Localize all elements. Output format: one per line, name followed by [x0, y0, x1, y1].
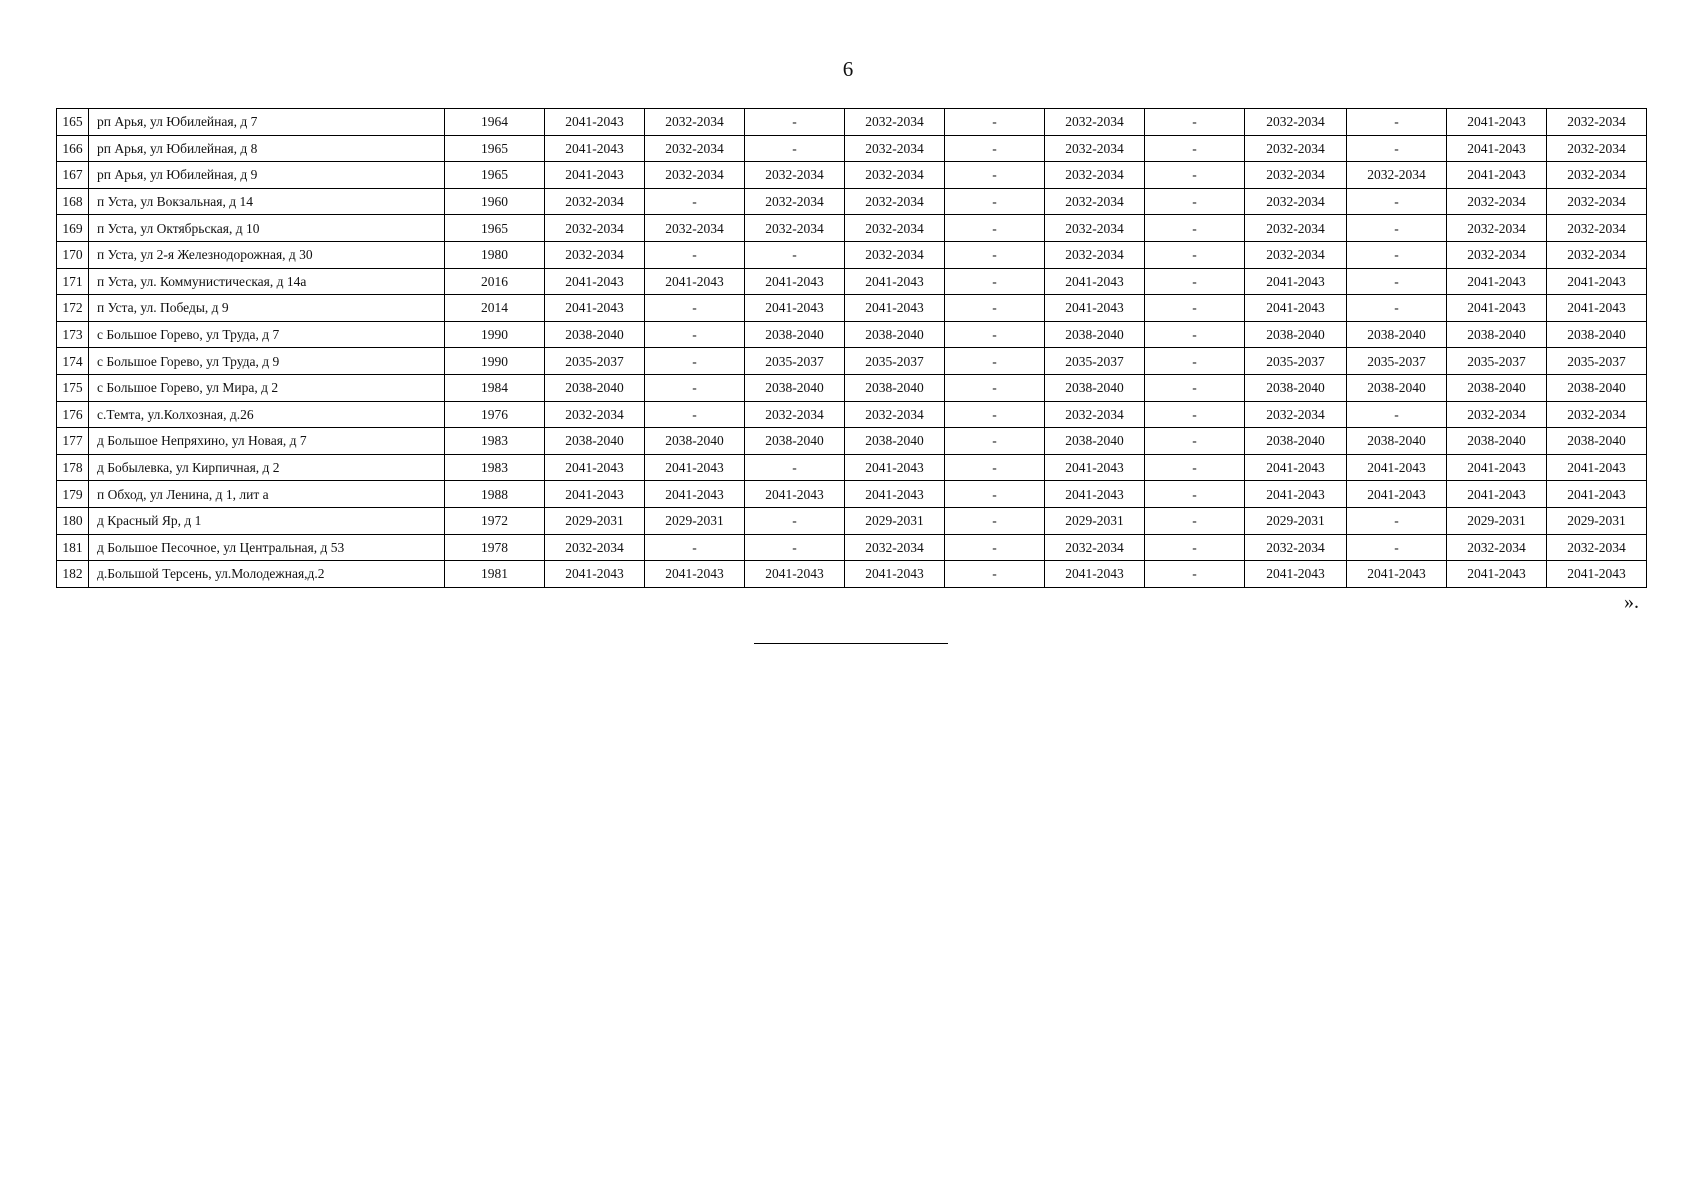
period-cell: 2032-2034 [545, 188, 645, 215]
period-cell: 2041-2043 [1547, 454, 1647, 481]
period-cell: 2032-2034 [845, 534, 945, 561]
period-cell: - [1145, 109, 1245, 136]
period-cell: - [1347, 135, 1447, 162]
year-cell: 1981 [445, 561, 545, 588]
period-cell: - [1145, 507, 1245, 534]
period-cell: - [745, 135, 845, 162]
table-row [57, 374, 1647, 401]
period-cell: - [745, 507, 845, 534]
period-cell: 2032-2034 [1547, 109, 1647, 136]
row-number-cell: 181 [57, 534, 89, 561]
schedule-table-container [56, 108, 1646, 588]
address-cell: рп Арья, ул Юбилейная, д 8 [89, 135, 445, 162]
table-body [57, 109, 1647, 588]
table-row [57, 109, 1647, 136]
period-cell: 2032-2034 [745, 162, 845, 189]
table-row [57, 321, 1647, 348]
period-cell: 2038-2040 [845, 374, 945, 401]
period-cell: 2041-2043 [1045, 268, 1145, 295]
period-cell: 2041-2043 [745, 481, 845, 508]
period-cell: 2032-2034 [745, 401, 845, 428]
year-cell: 1978 [445, 534, 545, 561]
address-cell: д Бобылевка, ул Кирпичная, д 2 [89, 454, 445, 481]
period-cell: 2038-2040 [1245, 374, 1347, 401]
period-cell: - [645, 321, 745, 348]
table-row [57, 454, 1647, 481]
period-cell: 2041-2043 [1447, 109, 1547, 136]
row-number-cell: 173 [57, 321, 89, 348]
address-cell: п Уста, ул. Коммунистическая, д 14а [89, 268, 445, 295]
period-cell: - [745, 241, 845, 268]
period-cell: 2038-2040 [645, 428, 745, 455]
period-cell: 2032-2034 [545, 241, 645, 268]
address-cell: д Большое Непряхино, ул Новая, д 7 [89, 428, 445, 455]
period-cell: 2032-2034 [1045, 534, 1145, 561]
period-cell: 2032-2034 [1045, 109, 1145, 136]
year-cell: 1990 [445, 348, 545, 375]
period-cell: 2041-2043 [1045, 295, 1145, 322]
address-cell: п Уста, ул 2-я Железнодорожная, д 30 [89, 241, 445, 268]
period-cell: 2041-2043 [645, 454, 745, 481]
row-number-cell: 176 [57, 401, 89, 428]
period-cell: - [945, 215, 1045, 242]
period-cell: - [745, 454, 845, 481]
period-cell: 2041-2043 [845, 561, 945, 588]
period-cell: - [1145, 295, 1245, 322]
period-cell: 2041-2043 [545, 135, 645, 162]
period-cell: - [945, 481, 1045, 508]
period-cell: 2038-2040 [1547, 374, 1647, 401]
period-cell: - [745, 534, 845, 561]
period-cell: 2035-2037 [1547, 348, 1647, 375]
period-cell: 2041-2043 [1547, 295, 1647, 322]
row-number-cell: 169 [57, 215, 89, 242]
period-cell: 2038-2040 [845, 428, 945, 455]
period-cell: 2032-2034 [1045, 135, 1145, 162]
table-row [57, 135, 1647, 162]
table-row [57, 241, 1647, 268]
period-cell: - [945, 507, 1045, 534]
period-cell: 2038-2040 [1447, 321, 1547, 348]
table-row [57, 268, 1647, 295]
address-cell: рп Арья, ул Юбилейная, д 7 [89, 109, 445, 136]
period-cell: 2029-2031 [1245, 507, 1347, 534]
table-row [57, 295, 1647, 322]
period-cell: 2041-2043 [645, 561, 745, 588]
table-row [57, 162, 1647, 189]
period-cell: 2038-2040 [1547, 321, 1647, 348]
period-cell: 2041-2043 [1245, 454, 1347, 481]
period-cell: 2032-2034 [1547, 534, 1647, 561]
period-cell: - [1145, 561, 1245, 588]
period-cell: 2041-2043 [1447, 162, 1547, 189]
period-cell: 2041-2043 [545, 454, 645, 481]
period-cell: 2032-2034 [1245, 401, 1347, 428]
period-cell: 2032-2034 [1245, 109, 1347, 136]
period-cell: 2032-2034 [1045, 215, 1145, 242]
period-cell: 2032-2034 [1045, 162, 1145, 189]
period-cell: - [1145, 215, 1245, 242]
row-number-cell: 167 [57, 162, 89, 189]
table-row [57, 428, 1647, 455]
period-cell: - [1145, 348, 1245, 375]
period-cell: - [1347, 401, 1447, 428]
period-cell: 2032-2034 [645, 109, 745, 136]
year-cell: 2014 [445, 295, 545, 322]
period-cell: 2032-2034 [1447, 188, 1547, 215]
period-cell: - [945, 109, 1045, 136]
period-cell: 2038-2040 [545, 321, 645, 348]
period-cell: - [1347, 188, 1447, 215]
period-cell: 2032-2034 [1547, 135, 1647, 162]
period-cell: 2041-2043 [545, 109, 645, 136]
period-cell: 2035-2037 [1245, 348, 1347, 375]
period-cell: - [1347, 507, 1447, 534]
period-cell: 2032-2034 [845, 241, 945, 268]
year-cell: 1988 [445, 481, 545, 508]
period-cell: 2029-2031 [1447, 507, 1547, 534]
period-cell: 2041-2043 [1547, 561, 1647, 588]
period-cell: - [1347, 241, 1447, 268]
period-cell: - [1145, 401, 1245, 428]
address-cell: рп Арья, ул Юбилейная, д 9 [89, 162, 445, 189]
row-number-cell: 172 [57, 295, 89, 322]
period-cell: - [645, 401, 745, 428]
period-cell: 2032-2034 [845, 162, 945, 189]
year-cell: 1984 [445, 374, 545, 401]
period-cell: 2032-2034 [1547, 401, 1647, 428]
period-cell: 2041-2043 [545, 268, 645, 295]
period-cell: 2038-2040 [1045, 321, 1145, 348]
period-cell: 2041-2043 [1245, 295, 1347, 322]
period-cell: 2038-2040 [1347, 321, 1447, 348]
period-cell: - [645, 241, 745, 268]
period-cell: 2032-2034 [845, 401, 945, 428]
period-cell: 2032-2034 [1447, 241, 1547, 268]
row-number-cell: 166 [57, 135, 89, 162]
period-cell: 2035-2037 [545, 348, 645, 375]
period-cell: 2038-2040 [1347, 428, 1447, 455]
period-cell: - [645, 534, 745, 561]
period-cell: 2041-2043 [1447, 481, 1547, 508]
period-cell: - [945, 241, 1045, 268]
period-cell: - [1347, 268, 1447, 295]
period-cell: 2038-2040 [1447, 374, 1547, 401]
period-cell: - [1347, 295, 1447, 322]
period-cell: 2032-2034 [1447, 534, 1547, 561]
period-cell: 2038-2040 [745, 428, 845, 455]
period-cell: - [945, 162, 1045, 189]
period-cell: - [945, 295, 1045, 322]
period-cell: 2029-2031 [1045, 507, 1145, 534]
period-cell: 2032-2034 [545, 534, 645, 561]
period-cell: 2032-2034 [845, 135, 945, 162]
address-cell: п Обход, ул Ленина, д 1, лит а [89, 481, 445, 508]
period-cell: 2038-2040 [745, 374, 845, 401]
table-row [57, 481, 1647, 508]
period-cell: - [1145, 241, 1245, 268]
row-number-cell: 180 [57, 507, 89, 534]
table-row [57, 188, 1647, 215]
year-cell: 2016 [445, 268, 545, 295]
period-cell: - [745, 109, 845, 136]
period-cell: 2032-2034 [1547, 162, 1647, 189]
year-cell: 1965 [445, 215, 545, 242]
row-number-cell: 178 [57, 454, 89, 481]
period-cell: 2041-2043 [845, 268, 945, 295]
address-cell: д Красный Яр, д 1 [89, 507, 445, 534]
address-cell: с Большое Горево, ул Мира, д 2 [89, 374, 445, 401]
table-row [57, 215, 1647, 242]
table-row [57, 348, 1647, 375]
period-cell: - [945, 561, 1045, 588]
period-cell: 2032-2034 [1245, 215, 1347, 242]
year-cell: 1964 [445, 109, 545, 136]
period-cell: - [1145, 481, 1245, 508]
period-cell: 2041-2043 [1547, 481, 1647, 508]
period-cell: - [945, 321, 1045, 348]
period-cell: 2032-2034 [1347, 162, 1447, 189]
period-cell: - [1145, 428, 1245, 455]
period-cell: 2035-2037 [1347, 348, 1447, 375]
period-cell: - [945, 135, 1045, 162]
period-cell: 2032-2034 [745, 188, 845, 215]
row-number-cell: 174 [57, 348, 89, 375]
period-cell: 2032-2034 [545, 215, 645, 242]
period-cell: 2041-2043 [745, 561, 845, 588]
period-cell: 2032-2034 [1245, 241, 1347, 268]
period-cell: 2029-2031 [845, 507, 945, 534]
table-row [57, 507, 1647, 534]
period-cell: 2029-2031 [645, 507, 745, 534]
period-cell: 2041-2043 [745, 295, 845, 322]
address-cell: с.Темта, ул.Колхозная, д.26 [89, 401, 445, 428]
period-cell: 2041-2043 [1347, 561, 1447, 588]
period-cell: 2041-2043 [545, 561, 645, 588]
period-cell: 2041-2043 [845, 481, 945, 508]
period-cell: - [1145, 374, 1245, 401]
closing-quote-mark: ». [1624, 591, 1639, 613]
period-cell: 2032-2034 [845, 215, 945, 242]
year-cell: 1972 [445, 507, 545, 534]
period-cell: - [645, 374, 745, 401]
period-cell: - [1145, 268, 1245, 295]
address-cell: п Уста, ул Вокзальная, д 14 [89, 188, 445, 215]
row-number-cell: 175 [57, 374, 89, 401]
period-cell: 2032-2034 [645, 215, 745, 242]
period-cell: 2032-2034 [645, 162, 745, 189]
period-cell: 2041-2043 [1045, 454, 1145, 481]
period-cell: - [1145, 454, 1245, 481]
period-cell: 2041-2043 [1245, 268, 1347, 295]
period-cell: 2041-2043 [1447, 295, 1547, 322]
address-cell: п Уста, ул. Победы, д 9 [89, 295, 445, 322]
period-cell: 2035-2037 [845, 348, 945, 375]
year-cell: 1980 [445, 241, 545, 268]
period-cell: - [945, 428, 1045, 455]
period-cell: 2041-2043 [645, 481, 745, 508]
period-cell: - [1145, 135, 1245, 162]
table-row [57, 534, 1647, 561]
period-cell: 2032-2034 [745, 215, 845, 242]
period-cell: 2041-2043 [745, 268, 845, 295]
period-cell: 2032-2034 [545, 401, 645, 428]
period-cell: 2038-2040 [1447, 428, 1547, 455]
period-cell: 2038-2040 [1347, 374, 1447, 401]
period-cell: 2041-2043 [1547, 268, 1647, 295]
period-cell: 2032-2034 [1547, 215, 1647, 242]
year-cell: 1983 [445, 428, 545, 455]
period-cell: 2032-2034 [645, 135, 745, 162]
address-cell: с Большое Горево, ул Труда, д 9 [89, 348, 445, 375]
table-row [57, 401, 1647, 428]
period-cell: 2041-2043 [545, 295, 645, 322]
period-cell: 2038-2040 [845, 321, 945, 348]
period-cell: 2041-2043 [545, 481, 645, 508]
period-cell: 2032-2034 [1245, 135, 1347, 162]
period-cell: 2032-2034 [1045, 241, 1145, 268]
period-cell: 2041-2043 [1347, 454, 1447, 481]
row-number-cell: 179 [57, 481, 89, 508]
period-cell: 2038-2040 [1045, 374, 1145, 401]
year-cell: 1983 [445, 454, 545, 481]
year-cell: 1960 [445, 188, 545, 215]
period-cell: - [945, 348, 1045, 375]
period-cell: 2032-2034 [1045, 188, 1145, 215]
period-cell: 2032-2034 [845, 188, 945, 215]
period-cell: - [645, 295, 745, 322]
row-number-cell: 170 [57, 241, 89, 268]
period-cell: 2032-2034 [1245, 162, 1347, 189]
period-cell: 2041-2043 [1245, 481, 1347, 508]
period-cell: 2041-2043 [1447, 135, 1547, 162]
address-cell: д Большое Песочное, ул Центральная, д 53 [89, 534, 445, 561]
period-cell: 2032-2034 [1547, 188, 1647, 215]
period-cell: 2032-2034 [1045, 401, 1145, 428]
period-cell: 2029-2031 [1547, 507, 1647, 534]
period-cell: - [945, 401, 1045, 428]
separator-line [754, 643, 948, 644]
period-cell: 2038-2040 [545, 374, 645, 401]
period-cell: 2038-2040 [1547, 428, 1647, 455]
repair-schedule-table [56, 108, 1647, 588]
period-cell: 2038-2040 [1245, 428, 1347, 455]
period-cell: 2029-2031 [545, 507, 645, 534]
period-cell: - [1347, 109, 1447, 136]
row-number-cell: 177 [57, 428, 89, 455]
year-cell: 1990 [445, 321, 545, 348]
period-cell: 2041-2043 [645, 268, 745, 295]
table-row [57, 561, 1647, 588]
address-cell: п Уста, ул Октябрьская, д 10 [89, 215, 445, 242]
period-cell: 2038-2040 [745, 321, 845, 348]
period-cell: 2041-2043 [1045, 481, 1145, 508]
year-cell: 1965 [445, 162, 545, 189]
period-cell: - [645, 348, 745, 375]
period-cell: - [1145, 534, 1245, 561]
address-cell: с Большое Горево, ул Труда, д 7 [89, 321, 445, 348]
period-cell: 2041-2043 [1447, 561, 1547, 588]
period-cell: - [1145, 188, 1245, 215]
period-cell: 2041-2043 [1347, 481, 1447, 508]
period-cell: 2032-2034 [1447, 215, 1547, 242]
period-cell: - [945, 188, 1045, 215]
year-cell: 1965 [445, 135, 545, 162]
period-cell: - [1347, 215, 1447, 242]
period-cell: - [945, 374, 1045, 401]
period-cell: 2041-2043 [1447, 454, 1547, 481]
period-cell: - [1145, 321, 1245, 348]
period-cell: - [945, 454, 1045, 481]
period-cell: 2038-2040 [1045, 428, 1145, 455]
row-number-cell: 171 [57, 268, 89, 295]
period-cell: 2038-2040 [545, 428, 645, 455]
period-cell: 2041-2043 [845, 295, 945, 322]
period-cell: 2032-2034 [845, 109, 945, 136]
period-cell: - [1347, 534, 1447, 561]
period-cell: 2041-2043 [1045, 561, 1145, 588]
period-cell: 2032-2034 [1547, 241, 1647, 268]
period-cell: 2038-2040 [1245, 321, 1347, 348]
period-cell: 2035-2037 [745, 348, 845, 375]
period-cell: 2032-2034 [1245, 188, 1347, 215]
row-number-cell: 165 [57, 109, 89, 136]
period-cell: 2032-2034 [1245, 534, 1347, 561]
period-cell: 2035-2037 [1045, 348, 1145, 375]
period-cell: - [645, 188, 745, 215]
period-cell: 2041-2043 [545, 162, 645, 189]
period-cell: 2041-2043 [845, 454, 945, 481]
row-number-cell: 182 [57, 561, 89, 588]
period-cell: 2041-2043 [1245, 561, 1347, 588]
period-cell: - [945, 534, 1045, 561]
row-number-cell: 168 [57, 188, 89, 215]
period-cell: 2032-2034 [1447, 401, 1547, 428]
period-cell: - [945, 268, 1045, 295]
page-number: 6 [842, 57, 854, 81]
period-cell: 2041-2043 [1447, 268, 1547, 295]
period-cell: 2035-2037 [1447, 348, 1547, 375]
year-cell: 1976 [445, 401, 545, 428]
period-cell: - [1145, 162, 1245, 189]
address-cell: д.Большой Терсень, ул.Молодежная,д.2 [89, 561, 445, 588]
